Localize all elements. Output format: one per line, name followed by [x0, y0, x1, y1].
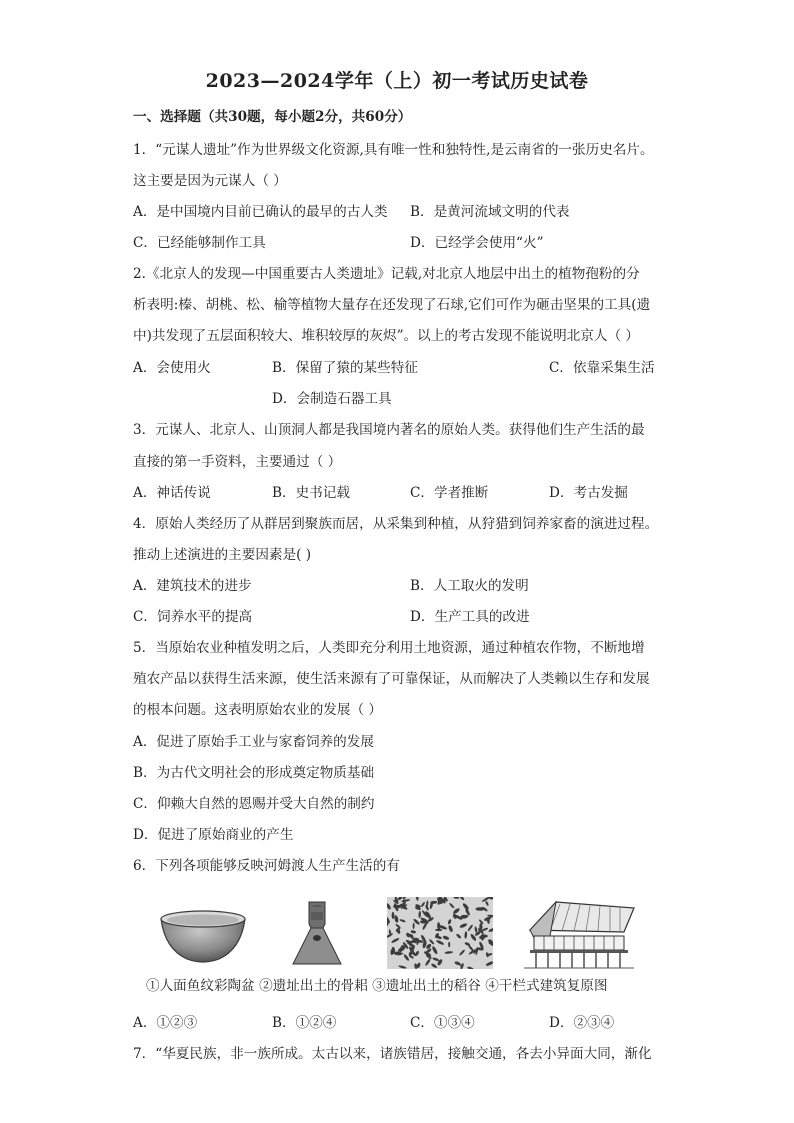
q1-option-d: D．已经学会使用“火” — [410, 235, 544, 251]
q4-line2: 推动上述演进的主要因素是( ) — [133, 547, 312, 563]
rice-grains-image — [387, 897, 493, 969]
q2-option-a: A．会使用火 — [133, 360, 211, 376]
q3-option-d: D．考古发掘 — [549, 485, 628, 501]
q1-option-c: C．已经能够制作工具 — [133, 235, 266, 251]
q5-line3: 的根本问题。这表明原始农业的发展（ ） — [133, 702, 383, 718]
q6-option-d: D．②③④ — [549, 1015, 615, 1031]
q4-option-c: C．饲养水平的提高 — [133, 609, 253, 625]
bone-spade-image — [287, 898, 347, 968]
q3-option-c: C．学者推断 — [410, 485, 489, 501]
q2-option-c: C．依靠采集生活 — [549, 360, 655, 376]
q5-line1: 5．当原始农业种植发明之后，人类即充分利用土地资源，通过种植农作物，不断地增 — [133, 640, 645, 656]
q6-option-a: A．①②③ — [133, 1015, 198, 1031]
page-title: 2023—2024学年（上）初一考试历史试卷 — [205, 70, 589, 92]
q2-option-b: B．保留了猿的某些特征 — [272, 360, 418, 376]
rice-grain — [479, 923, 482, 931]
q4-option-d: D．生产工具的改进 — [410, 609, 530, 625]
q5-option-d: D．促进了原始商业的产生 — [133, 827, 294, 843]
q2-line3: 中)共发现了五层面积较大、堆积较厚的灰烬”。以上的考古发现不能说明北京人（ ） — [133, 328, 639, 344]
q6-option-b: B．①②④ — [272, 1015, 337, 1031]
q6-option-c: C．①③④ — [410, 1015, 475, 1031]
q4-option-a: A．建筑技术的进步 — [133, 578, 252, 594]
q3-line2: 直接的第一手资料，主要通过（ ） — [133, 454, 342, 470]
q5-line2: 殖农产品以获得生活来源，使生活来源有了可靠保证，从而解决了人类赖以生存和发展 — [133, 671, 650, 687]
q5-option-c: C．仰赖大自然的恩赐并受大自然的制约 — [133, 796, 375, 812]
q3-line1: 3．元谋人、北京人、山顶洞人都是我国境内著名的原始人类。获得他们生产生活的最 — [133, 422, 645, 438]
q6-line1: 6．下列各项能够反映河姆渡人生产生活的有 — [133, 858, 400, 874]
q3-option-b: B．史书记载 — [272, 485, 350, 501]
q3-option-a: A．神话传说 — [133, 485, 211, 501]
q1-line2: 这主要是因为元谋人（ ） — [133, 173, 287, 189]
section-heading: 一、选择题（共30题，每小题2分，共60分） — [133, 109, 412, 125]
q5-option-b: B．为古代文明社会的形成奠定物质基础 — [133, 765, 375, 781]
q4-line1: 4．原始人类经历了从群居到聚族而居，从采集到种植，从狩猎到饲养家畜的演进过程。 — [133, 516, 659, 532]
q1-option-a: A．是中国境内目前已确认的最早的古人类 — [133, 204, 388, 220]
q7-line1: 7．“华夏民族，非一族所成。太古以来，诸族错居，接触交通，各去小异面大同，渐化 — [133, 1046, 652, 1062]
q5-option-a: A．促进了原始手工业与家畜饲养的发展 — [133, 734, 374, 750]
q4-option-b: B．人工取火的发明 — [410, 578, 529, 594]
stilt-house-image — [520, 896, 640, 972]
pottery-basin-image — [157, 905, 249, 965]
q2-line2: 析表明:榛、胡桃、松、榆等植物大量存在还发现了石球,它们可作为砸击坚果的工具(遗 — [133, 297, 651, 313]
q1-line1: 1．“元谋人遗址”作为世界级文化资源,具有唯一性和独特性,是云南省的一张历史名片。 — [133, 142, 654, 158]
q2-line1: 2.《北京人的发现—中国重要古人类遗址》记载,对北京人地层中出土的植物孢粉的分 — [133, 266, 640, 282]
q2-option-d: D．会制造石器工具 — [272, 391, 392, 407]
q1-option-b: B．是黄河流域文明的代表 — [410, 204, 570, 220]
q6-image-caption: ①人面鱼纹彩陶盆 ②遗址出土的骨耜 ③遗址出土的稻谷 ④干栏式建筑复原图 — [146, 978, 608, 994]
